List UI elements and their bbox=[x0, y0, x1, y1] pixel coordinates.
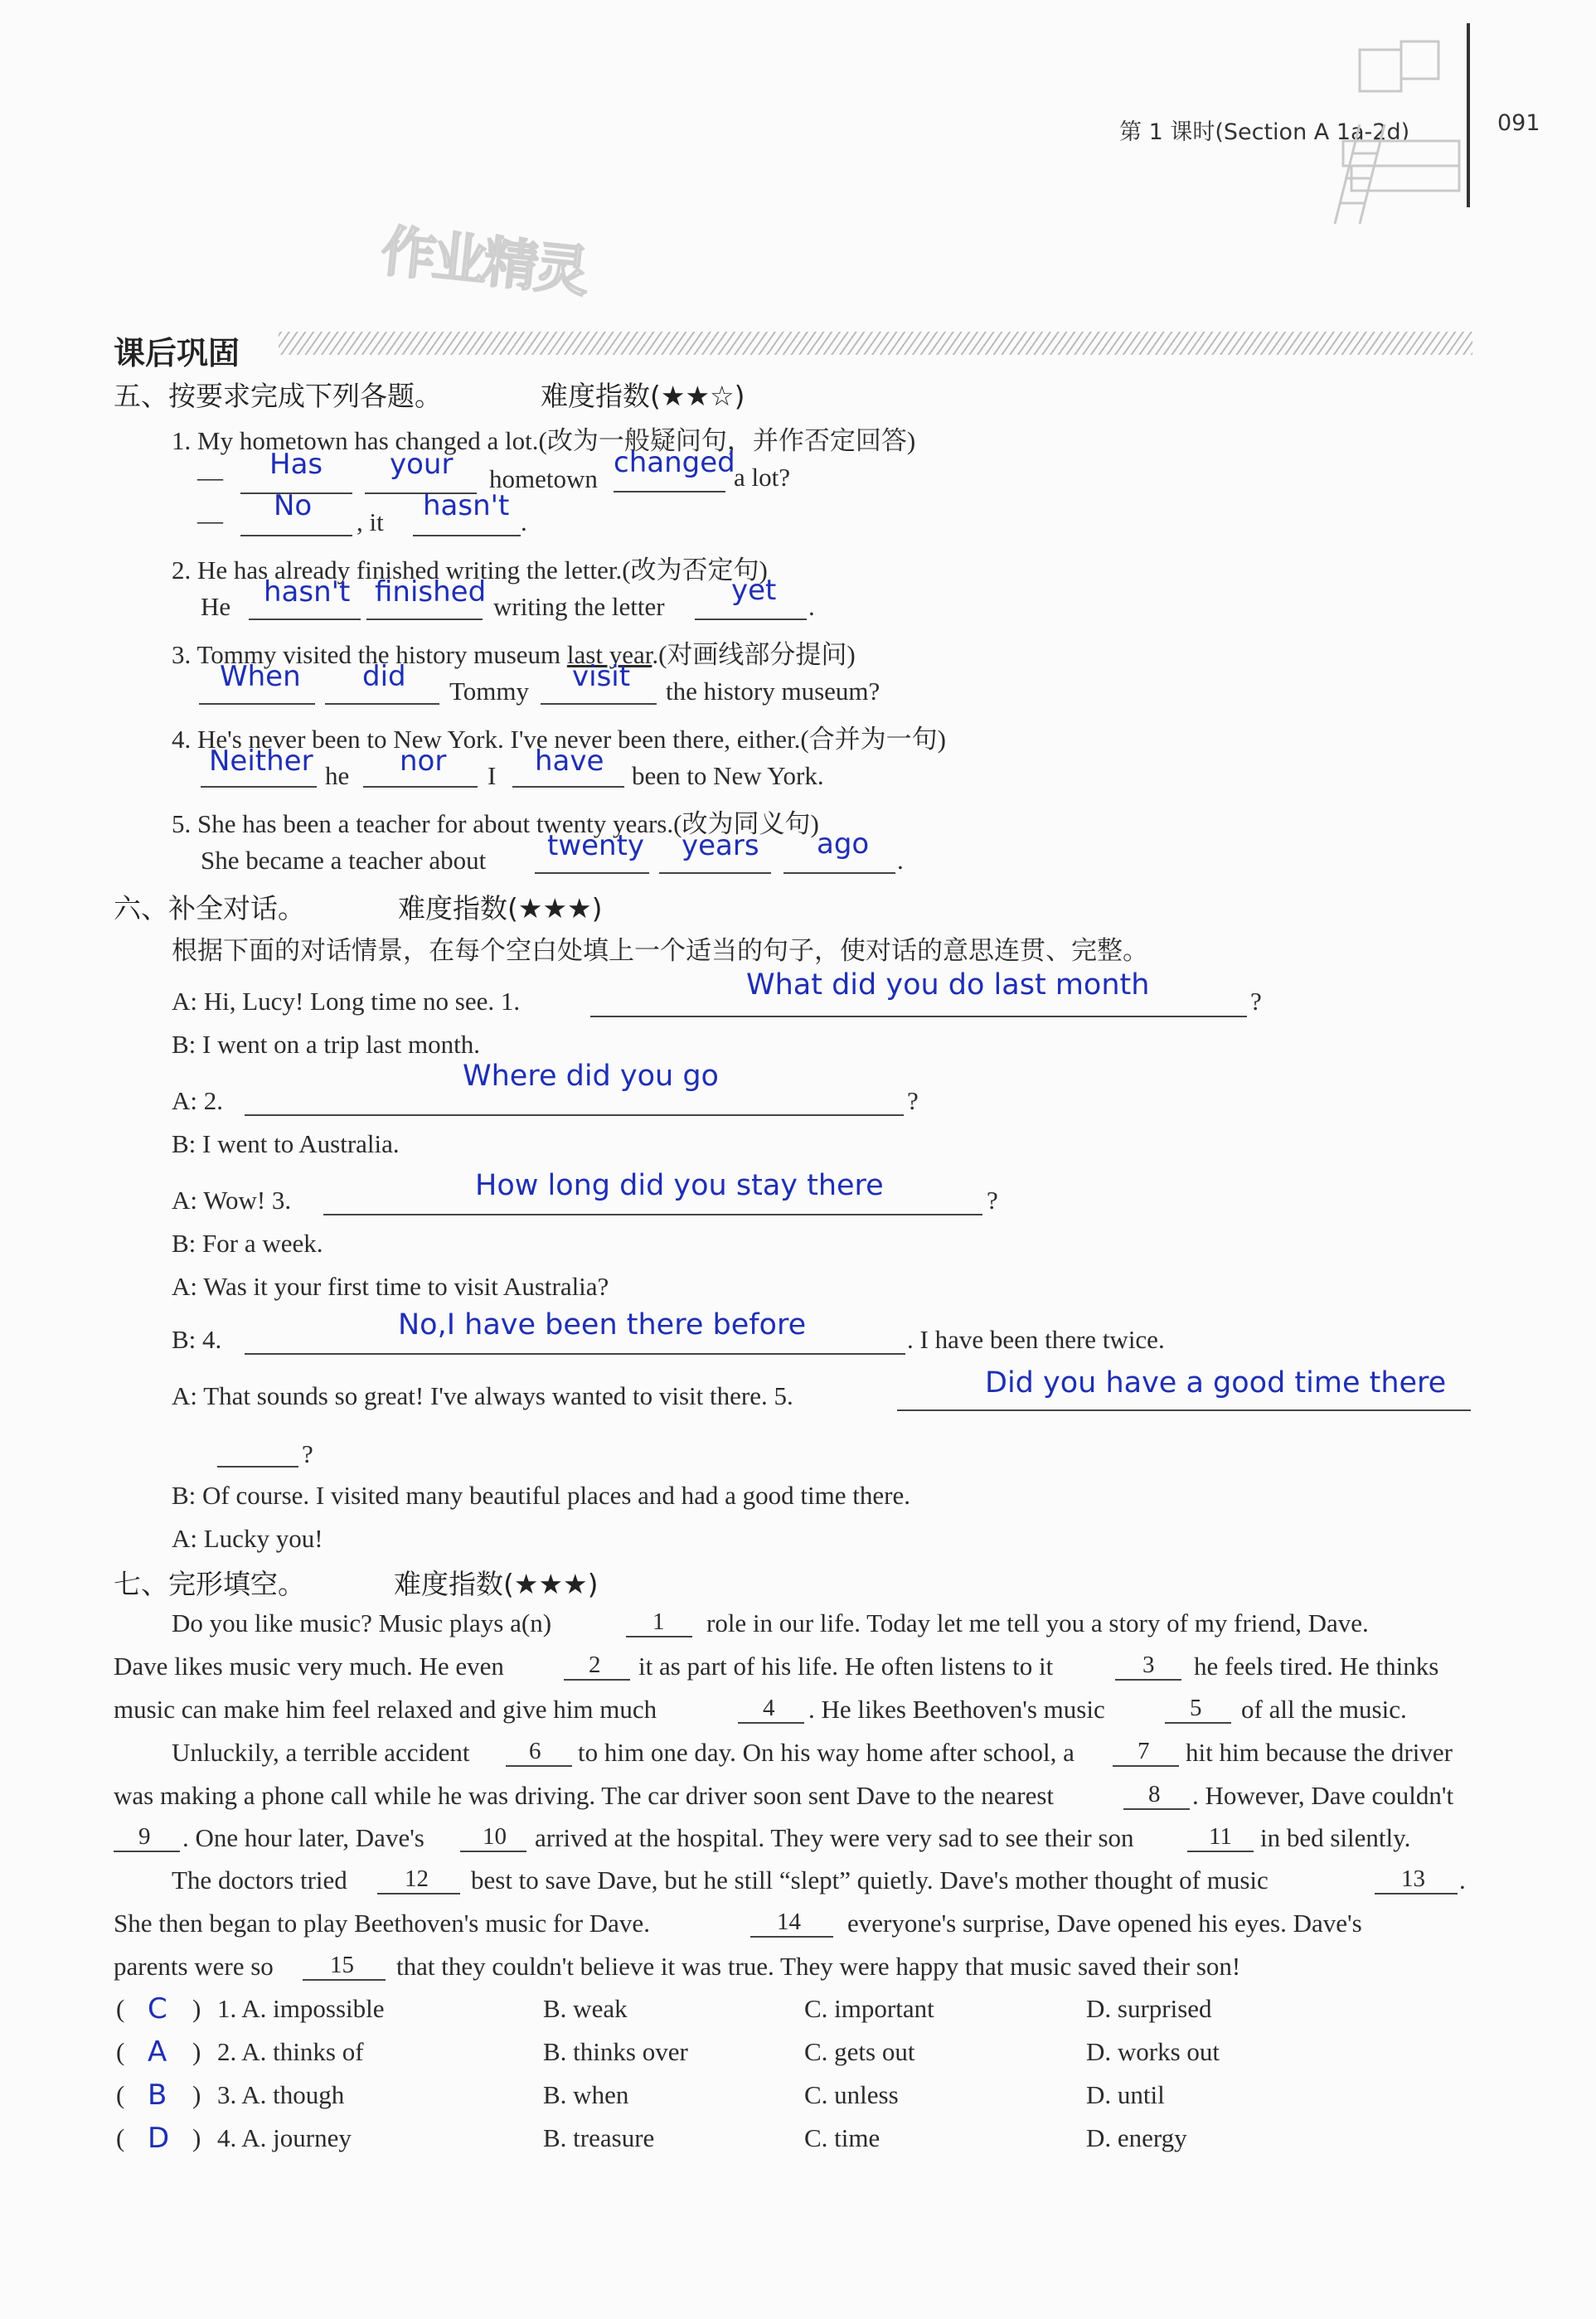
q1-prompt: 1. My hometown has changed a lot.(改为一般疑问句，并作否定回答) bbox=[172, 426, 916, 455]
dialog-line-5: A: Wow! 3. bbox=[172, 1186, 292, 1215]
q3-answer-3[interactable]: visit bbox=[572, 660, 631, 693]
dialog-line-8: B: 4. bbox=[172, 1325, 222, 1354]
dialog-answer-3[interactable]: How long did you stay there bbox=[475, 1169, 884, 1202]
blank-9[interactable]: 9 bbox=[138, 1823, 151, 1850]
q2-answer-3[interactable]: yet bbox=[731, 574, 777, 607]
dialog-line-7: A: Was it your first time to visit Australia? bbox=[172, 1272, 609, 1301]
q1-answer-3[interactable]: changed bbox=[614, 446, 735, 479]
q1-answer-4[interactable]: No bbox=[274, 489, 313, 522]
blank-7[interactable]: 7 bbox=[1138, 1738, 1150, 1764]
q5-answer-1[interactable]: twenty bbox=[547, 829, 645, 862]
dialog-line-6: B: For a week. bbox=[172, 1229, 323, 1258]
blank-10[interactable]: 10 bbox=[483, 1823, 507, 1850]
dialog-answer-1[interactable]: What did you do last month bbox=[746, 968, 1150, 1002]
q3-answer-2[interactable]: did bbox=[362, 660, 406, 693]
q2-answer-1[interactable]: hasn't bbox=[264, 575, 351, 609]
part7-heading: 七、完形填空。 bbox=[114, 1568, 305, 1600]
blank-5[interactable]: 5 bbox=[1190, 1695, 1202, 1721]
q1-period: . bbox=[521, 507, 527, 536]
part5-heading: 五、按要求完成下列各题。 bbox=[114, 380, 442, 412]
q1-word-hometown: hometown bbox=[489, 464, 598, 493]
q4-answer-1[interactable]: Neither bbox=[209, 745, 313, 778]
blank-3[interactable]: 3 bbox=[1142, 1652, 1155, 1678]
q3-prompt: 3. Tommy visited the history museum last year.(对画线部分提问) bbox=[172, 640, 856, 669]
part6-heading: 六、补全对话。 bbox=[114, 892, 305, 924]
q5-answer-2[interactable]: years bbox=[682, 829, 759, 862]
q3-text-museum: the history museum? bbox=[666, 677, 880, 706]
dialog-line-4: B: I went to Australia. bbox=[172, 1129, 400, 1158]
q4-prompt: 4. He's never been to New York. I've never been there, either.(合并为一句) bbox=[172, 725, 946, 754]
dialog-line-10: B: Of course. I visited many beautiful places and had a good time there. bbox=[172, 1481, 910, 1510]
q2-answer-2[interactable]: finished bbox=[375, 575, 487, 609]
dialog-line-2: B: I went on a trip last month. bbox=[172, 1030, 480, 1059]
blank-14[interactable]: 14 bbox=[777, 1909, 801, 1935]
q1-dash: — bbox=[197, 463, 223, 492]
dialog-line-1: A: Hi, Lucy! Long time no see. 1. bbox=[172, 987, 521, 1016]
option-answer-4[interactable]: D bbox=[148, 2122, 170, 2155]
dialog-answer-2[interactable]: Where did you go bbox=[463, 1060, 719, 1093]
blank-4[interactable]: 4 bbox=[763, 1695, 775, 1721]
dialog-line-11: A: Lucky you! bbox=[172, 1524, 323, 1553]
part6-difficulty: 难度指数(★★★) bbox=[398, 892, 603, 924]
blank-15[interactable]: 15 bbox=[330, 1952, 354, 1978]
title-hatch-divider bbox=[279, 332, 1472, 355]
part7-difficulty: 难度指数(★★★) bbox=[394, 1568, 599, 1600]
watermark-logo: 作业精灵 bbox=[378, 219, 589, 304]
dialog-line-9: A: That sounds so great! I've always wanted to visit there. 5. bbox=[172, 1381, 793, 1410]
part6-instruction: 根据下面的对话情景，在每个空白处填上一个适当的句子，使对话的意思连贯、完整。 bbox=[172, 936, 1148, 966]
blank-1[interactable]: 1 bbox=[652, 1608, 665, 1635]
part5-difficulty: 难度指数(★★☆) bbox=[541, 380, 745, 412]
q5-answer-3[interactable]: ago bbox=[817, 827, 870, 861]
blank-8[interactable]: 8 bbox=[1148, 1781, 1161, 1807]
q2-text-writing: writing the letter bbox=[493, 592, 665, 621]
dialog-line-3: A: 2. bbox=[172, 1086, 223, 1115]
q3-underlined-phrase: last year bbox=[566, 640, 652, 669]
dialog-answer-5[interactable]: Did you have a good time there bbox=[985, 1366, 1447, 1400]
lesson-header: 第 1 课时(Section A 1a-2d) bbox=[1119, 119, 1410, 145]
option-answer-3[interactable]: B bbox=[148, 2079, 167, 2112]
q3-answer-1[interactable]: When bbox=[220, 660, 301, 693]
q5-period: . bbox=[897, 846, 904, 875]
worksheet-page: 第 1 课时(Section A 1a-2d) 091 作业精灵 课后巩固 五、按要求完成下列各题。 难度指数(★★☆) 1. My hometown has changed a lot.(改为一般疑问句，并作否定回答) — Has your hometown changed a lot? — No , it hasn't . 2. He has already finished writing the letter.(改为否定句) He hasn't finished writing the letter yet . 3. Tommy visited the history museum last year.(对画线部分提问) When did Tommy visit the history museum? 4. He's never been to New York. I've never been there, either.(合并为一句) Neither he nor I have been to New York. 5. She has been a teacher for about twenty years.(改为同义句) She became a teacher about twenty years ago . 六、补全对话。 难度指数(★★★) 根据下面的对话情景，在每个空白处填上一个适当的句子，使对话的意思连贯、完整。 A: Hi, Lucy! Long time no see. 1. What did you do last month ? B: I went on a trip last month. A: 2. Where did you go ? B: I went to Australia. A: Wow! 3. How long did you stay there ? B: For a week. A: Was it your first time to visit Australia? B: 4. No,I have been there before . I have been there twice. A: That sounds so great! I've always wanted to visit there. 5. Did you have a good time there ? B: Of course. I visited many beautiful places and had a good time there. A: Lucky you! 七、完形填空。 难度指数(★★★) Do you like music? Music plays a(n) 1 role in our life. Today let me tell you a story of my friend, Dave. Dave likes music very much. He even 2 it as part of his life. He often listens to it 3 he feels tired. He thinks music can make him feel relaxed and give him much 4 . He likes Beethoven's music 5 of all the music. Unluckily, a terrible accident 6 to him one day. On his way home after school, a 7 hit him because the driver was making a phone call while he was driving. The car driver soon sent Dave to the nearest 8 . However, Dave couldn't 9 . One hour later, Dave's 10 arrived at the hospital. They were very sad to see their son 11 in bed silently. The doctors tried 12 best to save Dave, but he still “slept” quietly. Dave's mother thought of music 13 . She then began to play Beethoven's music for Dave. 14 everyone's surprise, Dave opened his eyes. Dave's parents were so 15 that they couldn't believe it was true. They were happy that music saved their son! ( C ) 1. A. impossible B. weak C. important D. surprised ( A ) 2. A. thinks of B. thinks over C. gets out D. works out ( B ) 3. A. though B. when C. unless D. until ( D ) 4. A. journey B. treasure C. time D. energy bbox=[0, 0, 1596, 2319]
blank-13[interactable]: 13 bbox=[1401, 1865, 1425, 1892]
q2-period: . bbox=[808, 592, 815, 621]
q2-prompt: 2. He has already finished writing the letter.(改为否定句) bbox=[172, 555, 768, 585]
q4-word-i: I bbox=[488, 761, 497, 790]
section-title: 课后巩固 bbox=[114, 335, 240, 371]
dialog-line-8-tail: . I have been there twice. bbox=[907, 1325, 1165, 1354]
blank-2[interactable]: 2 bbox=[589, 1652, 601, 1678]
q4-word-he: he bbox=[325, 761, 350, 790]
q1-dash-2: — bbox=[197, 506, 223, 535]
q5-text-she: She became a teacher about bbox=[201, 846, 487, 875]
books-ladder-icon bbox=[1327, 25, 1467, 224]
q1-answer-5[interactable]: hasn't bbox=[423, 489, 510, 522]
q1-word-alot: a lot? bbox=[734, 463, 790, 492]
q1-answer-2[interactable]: your bbox=[390, 448, 454, 481]
q5-prompt: 5. She has been a teacher for about twenty years.(改为同义句) bbox=[172, 809, 819, 838]
blank-11[interactable]: 11 bbox=[1209, 1823, 1232, 1850]
option-answer-1[interactable]: C bbox=[148, 1992, 167, 2025]
q3-word-tommy: Tommy bbox=[449, 677, 529, 706]
page-number: 091 bbox=[1497, 110, 1540, 136]
option-answer-2[interactable]: A bbox=[148, 2035, 167, 2069]
dialog-answer-4[interactable]: No,I have been there before bbox=[398, 1308, 807, 1341]
blank-12[interactable]: 12 bbox=[405, 1865, 429, 1892]
q4-text-been: been to New York. bbox=[632, 761, 824, 790]
blank-6[interactable]: 6 bbox=[529, 1738, 541, 1764]
q1-word-it: , it bbox=[357, 507, 384, 536]
q4-answer-3[interactable]: have bbox=[535, 745, 604, 778]
q2-word-he: He bbox=[201, 592, 231, 621]
q4-answer-2[interactable]: nor bbox=[400, 745, 447, 778]
q1-answer-1[interactable]: Has bbox=[269, 448, 323, 481]
